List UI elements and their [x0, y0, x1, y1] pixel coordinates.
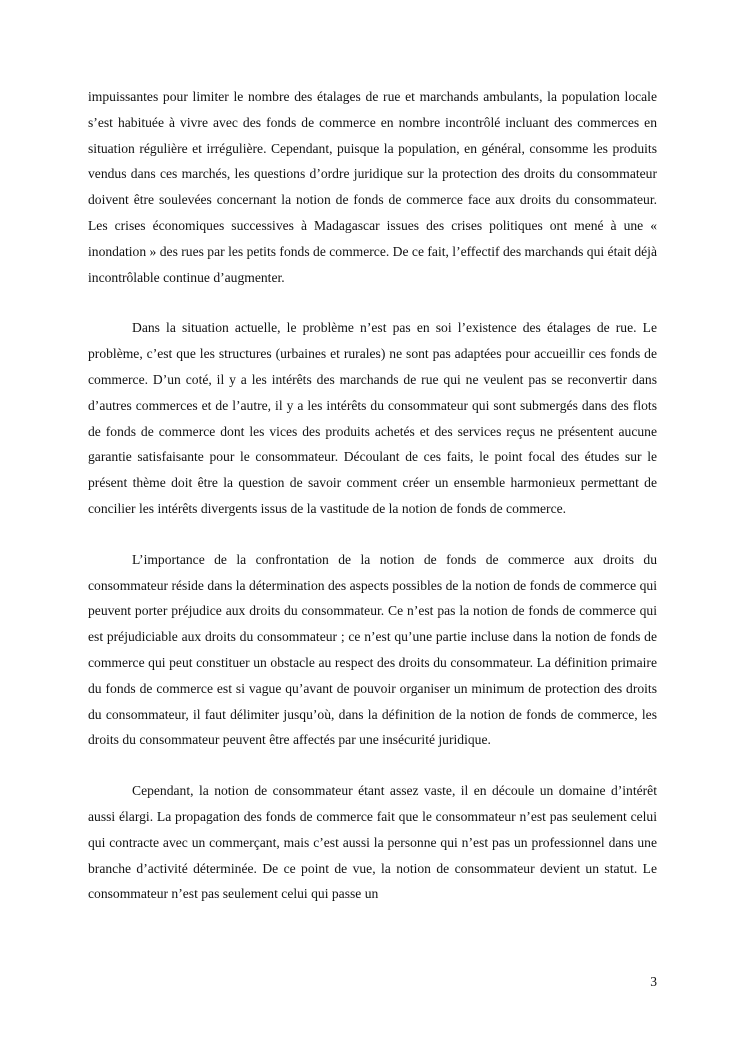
paragraph-1: impuissantes pour limiter le nombre des étalages de rue et marchands ambulants, la population locale s’est habituée à vivre avec des fonds de commerce en nombre incontrôlé incluant des commerces en situation régulière et irrégulière. Cependant, puisque la population, en général, consomme les produits vendus dans ces marchés, les questions d’ordre juridique sur la protection des droits du consommateur doivent être soulevées concernant la notion de fonds de commerce face aux droits du consommateur. Les crises économiques successives à Madagascar issues des crises politiques ont mené à une « inondation » des rues par les petits fonds de commerce. De ce fait, l’effectif des marchands qui était déjà incontrôlable continue d’augmenter. [88, 89, 657, 285]
paragraph-2: Dans la situation actuelle, le problème n’est pas en soi l’existence des étalages de rue. Le problème, c’est que les structures (urbaines et rurales) ne sont pas adaptées pour accueillir ces fonds de commerce. D’un coté, il y a les intérêts des marchands de rue qui ne veulent pas se reconvertir dans d’autres commerces et de l’autre, il y a les intérêts du consommateur qui sont submergés dans des flots de fonds de commerce dont les vices des produits achetés et des services reçus ne présentent aucune garantie satisfaisante pour le consommateur. Découlant de ces faits, le point focal des études sur le présent thème doit être la question de savoir comment créer un ensemble harmonieux permettant de concilier les intérêts divergents issus de la vastitude de la notion de fonds de commerce. [88, 320, 657, 516]
paragraph-4: Cependant, la notion de consommateur étant assez vaste, il en découle un domaine d’intérêt aussi élargi. La propagation des fonds de commerce fait que le consommateur n’est pas seulement celui qui contracte avec un commerçant, mais c’est aussi la personne qui n’est pas un professionnel dans une branche d’activité déterminée. De ce point de vue, la notion de consommateur devient un statut. Le consommateur n’est pas seulement celui qui passe un [88, 783, 657, 902]
paragraph-3: L’importance de la confrontation de la notion de fonds de commerce aux droits du consommateur réside dans la détermination des aspects possibles de la notion de fonds de commerce qui peuvent porter préjudice aux droits du consommateur. Ce n’est pas la notion de fonds de commerce qui est préjudiciable aux droits du consommateur ; ce n’est qu’une partie incluse dans la notion de fonds de commerce qui peut constituer un obstacle au respect des droits du consommateur. La définition primaire du fonds de commerce est si vague qu’avant de pouvoir organiser un minimum de protection des droits du consommateur, il faut délimiter jusqu’où, dans la définition de la notion de fonds de commerce, les droits du consommateur peuvent être affectés par une insécurité juridique. [88, 551, 657, 748]
page-number: 3 [650, 974, 657, 989]
body-text [88, 84, 657, 932]
